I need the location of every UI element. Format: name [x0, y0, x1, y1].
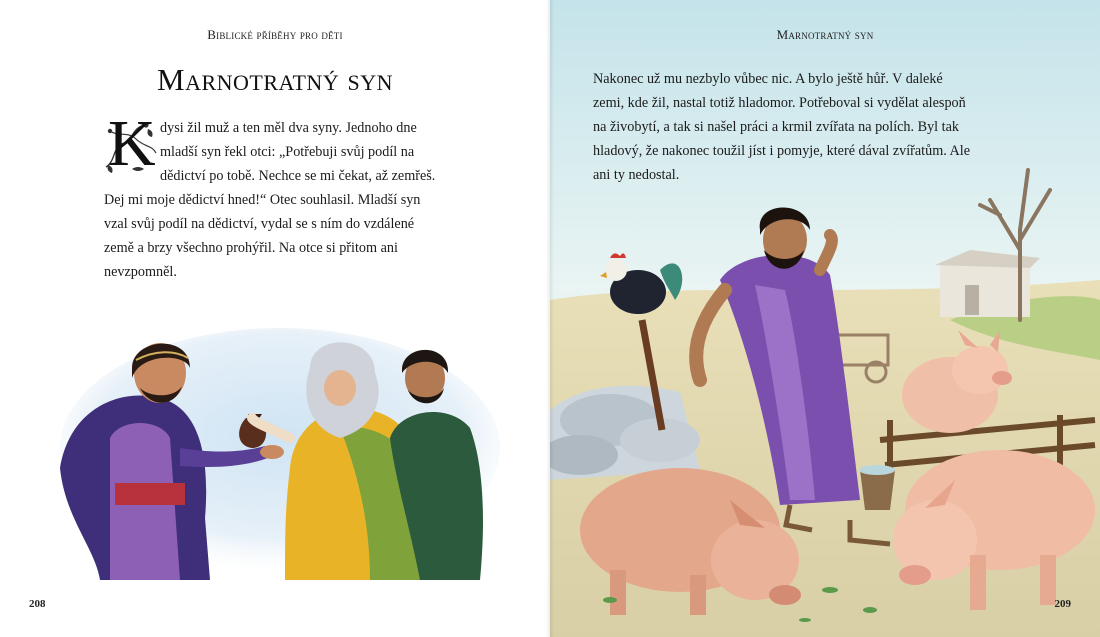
- stone-wall: [550, 386, 700, 480]
- illustration-son-and-father: [40, 318, 500, 590]
- paragraph-line: Nakonec už mu nezbylo vůbec nic. A bylo ještě hůř. V daleké: [593, 71, 943, 87]
- paragraph-line: dysi žil muž a ten měl dva syny. Jednoho dne: [160, 120, 417, 136]
- paragraph-line: ani ty nedostal.: [593, 167, 680, 183]
- running-head-left: Biblické příběhy pro děti: [207, 27, 343, 42]
- paragraph-line: hladový, že nakonec toužil jíst i pomyje, které dával zvířatům. Ale: [593, 143, 971, 159]
- paragraph-line: mladší syn řekl otci: „Potřebuji svůj podíl na: [160, 144, 415, 160]
- paragraph-line: vzal svůj podíl na dědictví, vydal se s ním do vzdálené: [104, 216, 415, 232]
- water-bucket: [859, 465, 895, 510]
- stone-house: [935, 250, 1040, 317]
- paragraph-line: Dej mi moje dědictví hned!“ Otec souhlasil. Mladší syn: [104, 192, 421, 208]
- drop-cap-letter: K: [108, 107, 156, 180]
- drop-cap: [102, 107, 158, 180]
- right-page: [550, 0, 1100, 637]
- book-gutter: [546, 0, 554, 637]
- paragraph-line: zemi, kde žil, nastal totiž hladomor. Potřeboval si vydělat alespoň: [593, 95, 966, 111]
- page-number-right: 209: [1054, 598, 1071, 610]
- chapter-title: Marnotratný syn: [157, 62, 393, 97]
- page-number-left: 208: [29, 598, 46, 610]
- paragraph-line: nevzpomněl.: [104, 264, 177, 280]
- paragraph-line: na živobytí, a tak si našel práci a krmil zvířata na polích. Byl tak: [593, 119, 960, 135]
- running-head-right: Marnotratný syn: [776, 27, 874, 42]
- paragraph-line: dědictví po tobě. Nechce se mi čekat, až zemřeš.: [160, 168, 436, 184]
- paragraph-line: země a brzy všechno prohýřil. Na otce si přitom ani: [104, 240, 398, 256]
